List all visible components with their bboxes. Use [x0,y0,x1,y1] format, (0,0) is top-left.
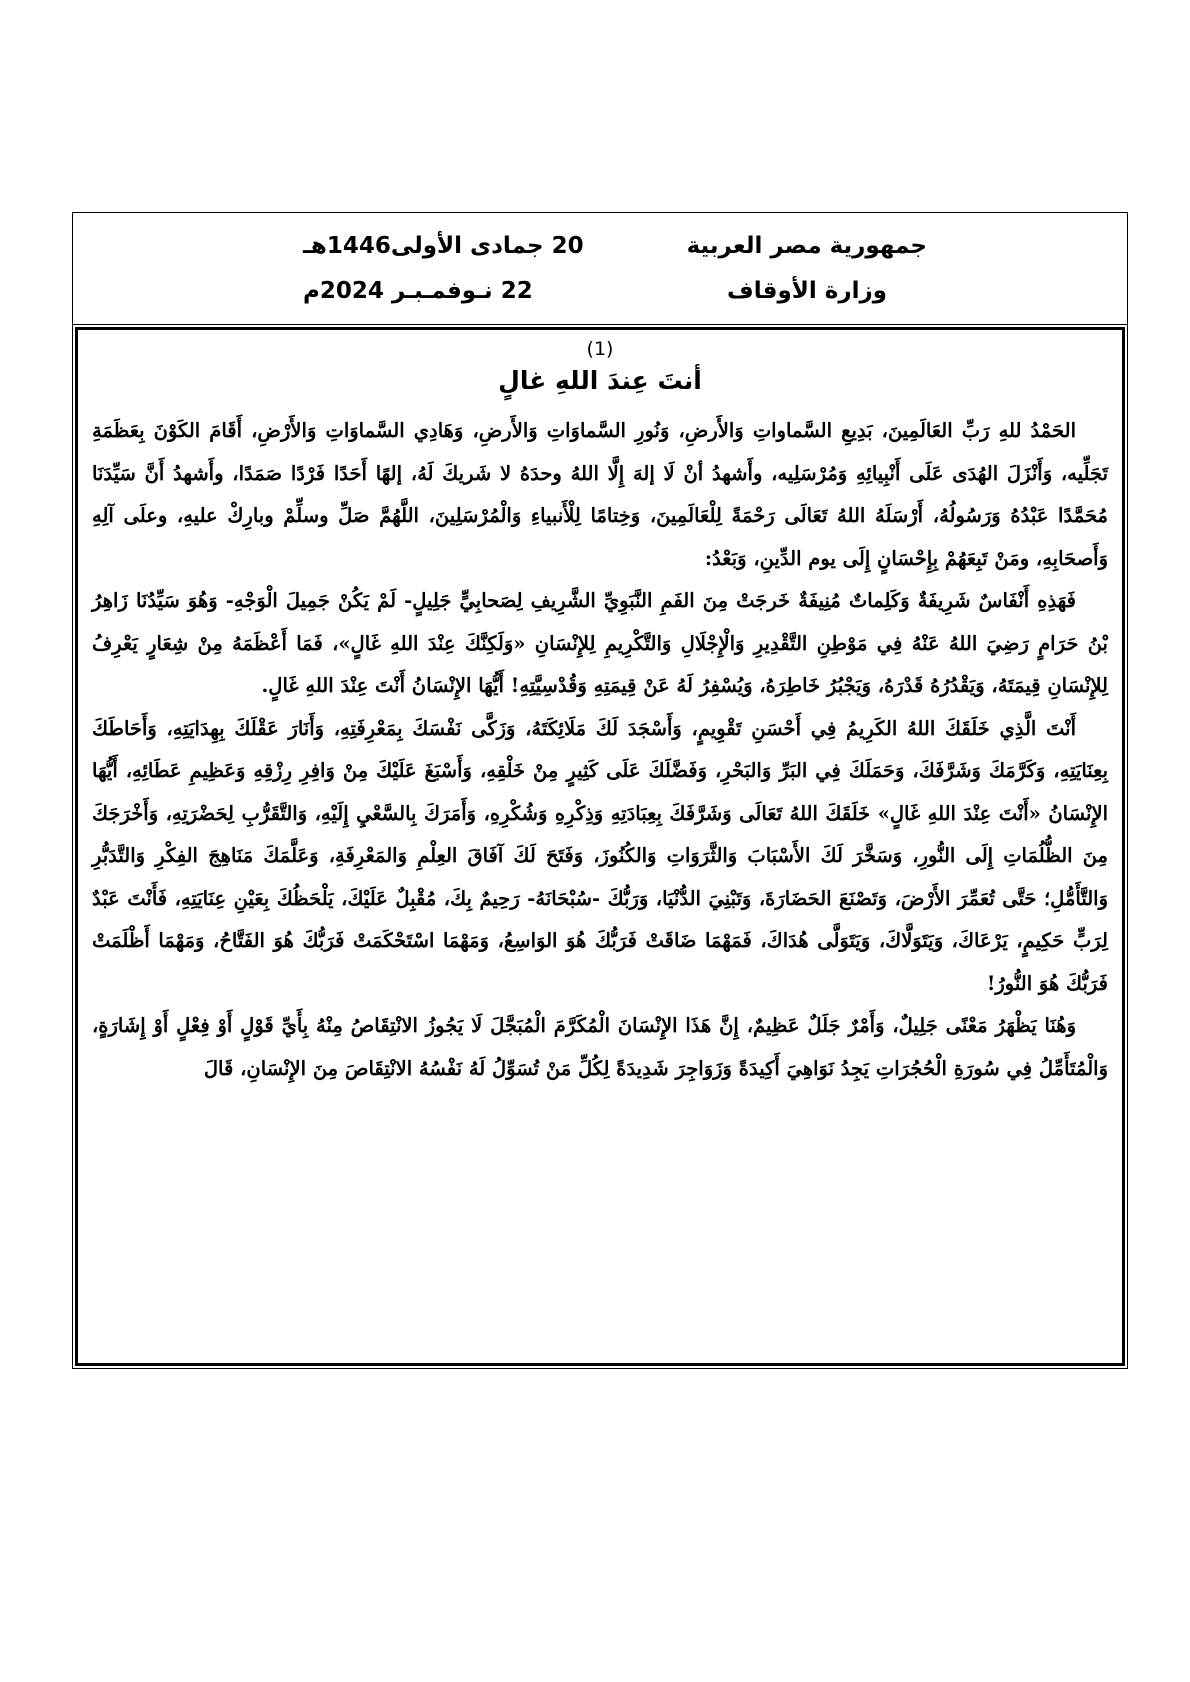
hijri-date: 20 جمادى الأولى1446هـ [303,233,584,259]
paragraph: فَهَذِهِ أَنْفَاسٌ شَرِيفَةٌ وَكَلِماتٌ مُنِيفَةٌ خَرجَتْ مِنَ الفَمِ النَّبَوِيِّ الشَّرِيفِ لِصَحابِيٍّ جَلِيلٍ- لَمْ يَكُنْ جَمِيلَ الْوَجْهِ- وَهُوَ سَيِّدُنَا زَاهِرُ بْنُ حَرَامٍ رَضِيَ اللهُ عَنْهُ فِي مَوْطِنِ التَّقْدِيرِ وَالْإِجْلَالِ وَالتَّكْرِيمِ لِلإِنْسَانِ «وَلَكِنَّكَ عِنْدَ اللهِ غَالٍ»، فَمَا أَعْظَمَهُ مِنْ شِعَارٍ يَعْرِفُ لِلإِنْسَانِ قِيمَتَهُ، وَيَقْدُرُهُ قَدْرَهُ، وَيَجْبُرُ خَاطِرَهُ، وَيُسْفِرُ لَهُ عَنْ قِيمَتِهِ وَقُدْسِيَّتِهِ! أَيُّهَا الإِنْسَانُ أَنْتَ عِنْدَ اللهِ غَالٍ. [92,589,1108,697]
country-name: جمهورية مصر العربية [686,233,927,259]
paragraph: الحَمْدُ للهِ رَبِّ العَالَمِينَ، بَدِيعِ السَّماواتِ وَالأَرضِ، وَنُورِ السَّماوَاتِ وَالأَرضِ، وَهَادِي السَّماوَاتِ وَالأَرْضِ، أَقَامَ الكَوْنَ بِعَظَمَةِ تَجَلِّيه، وَأَنْزَلَ الهُدَى عَلَى أَنْبِيائِهِ وَمُرْسَلِيه، وأَشهدُ أنْ لَا إلهَ إِلَّا اللهُ وحدَهُ لا شَريكَ لَهُ، إلهًا أَحَدًا فَرْدًا صَمَدًا، وأَشهدُ أَنَّ سَيِّدَنَا مُحَمَّدًا عَبْدُهُ وَرَسُولُهُ، أَرْسَلَهُ اللهُ تَعَالَى رَحْمَةً لِلْعَالَمِينَ، وَخِتامًا لِلْأَنبياءِ وَالْمُرْسَلِينَ، اللَّهُمَّ صَلِّ وسلِّمْ وبارِكْ عليهِ، وعلَى آلِهِ وَأَصحَابِهِ، ومَنْ تَبِعَهُمْ بِإِحْسَانٍ إِلَى يوم الدِّينِ، وَبَعْدُ: [92,419,1108,570]
paragraph: وَهُنَا يَظْهَرُ مَعْنًى جَلِيلٌ، وَأَمْرٌ جَلَلٌ عَظِيمٌ، إِنَّ هَذَا الإِنْسَانَ الْمُكَرَّمَ الْمُبَجَّلَ لَا يَجُوزُ الانْتِقَاصُ مِنْهُ بِأَيِّ قَوْلٍ أَوْ فِعْلٍ أَوْ إِشَارَةٍ، وَالْمُتَأَمِّلُ فِي سُورَةِ الْحُجُرَاتِ يَجِدُ نَوَاهِيَ أَكِيدَةً وَزَوَاجِرَ شَدِيدَةً لِكُلِّ مَنْ تُسَوِّلُ لَهُ نَفْسُهُ الانْتِقَاصَ مِنَ الإِنْسَانِ، قَالَ [92,1014,1108,1080]
document-body [75,327,1125,1366]
document-header [73,213,1127,325]
page-frame [72,212,1128,1369]
paragraph: أَنْتَ الَّذِي خَلَقَكَ اللهُ الكَرِيمُ فِي أَحْسَنِ تَقْوِيمٍ، وَأَسْجَدَ لَكَ مَلَائِكَتَهُ، وَزَكَّى نَفْسَكَ بِمَعْرِفَتِهِ، وَأَنَارَ عَقْلَكَ بِهِدَايَتِهِ، وَأَحَاطَكَ بِعِنَايَتِهِ، وَكَرَّمَكَ وَشَرَّفَكَ، وَحَمَلَكَ فِي البَرِّ وَالبَحْرِ، وَفَضَّلَكَ عَلَى كَثِيرٍ مِنْ خَلْقِهِ، وَأَسْبَغَ عَلَيْكَ مِنْ وَافِرِ رِزْقِهِ وَعَظِيمِ عَطَائِهِ، أَيُّهَا الإِنْسَانُ «أَنْتَ عِنْدَ اللهِ غَالٍ» خَلَقَكَ اللهُ تَعَالَى وَشَرَّفَكَ بِعِبَادَتِهِ وَذِكْرِهِ وَشُكْرِهِ، وَأَمَرَكَ بِالسَّعْيِ إِلَيْهِ، وَالتَّقَرُّبِ لِحَضْرَتِهِ، وَأَخْرَجَكَ مِنَ الظُّلُمَاتِ إِلَى النُّورِ، وَسَخَّرَ لَكَ الأَسْبَابَ وَالثَّرَوَاتِ وَالكُنُوزَ، وَفَتَحَ لَكَ آفَاقَ العِلْمِ وَالمَعْرِفَةِ، وَعَلَّمَكَ مَنَاهِجَ الفِكْرِ وَالتَّدَبُّرِ وَالتَّأَمُّلِ؛ حَتَّى تُعَمِّرَ الأَرْضَ، وَتَصْنَعَ الحَضَارَةَ، وَتَبْنِيَ الدُّنْيَا، وَرَبُّكَ -سُبْحَانَهُ- رَحِيمٌ بِكَ، مُقْبِلٌ عَلَيْكَ، يَلْحَظُكَ بِعَيْنِ عِنَايَتِهِ، فَأَنْتَ عَبْدٌ لِرَبٍّ حَكِيمٍ، يَرْعَاكَ، وَيَتَوَلَّاكَ، وَيَتَوَلَّى هُدَاكَ، فَمَهْمَا ضَاقَتْ فَرَبُّكَ هُوَ الوَاسِعُ، وَمَهْمَا اسْتَحْكَمَتْ فَرَبُّكَ هُوَ الفَتَّاحُ، وَمَهْمَا أَظْلَمَتْ فَرَبُّكَ هُوَ النُّورُ! [92,716,1108,995]
page-number: (1) [586,338,614,360]
ministry-name: وزارة الأوقاف [727,278,887,304]
body-text [92,410,1108,1090]
document-title: أنتَ عِندَ اللهِ غالٍ [498,366,702,395]
gregorian-date: 22 نـوفمـبـر 2024م [303,278,533,304]
